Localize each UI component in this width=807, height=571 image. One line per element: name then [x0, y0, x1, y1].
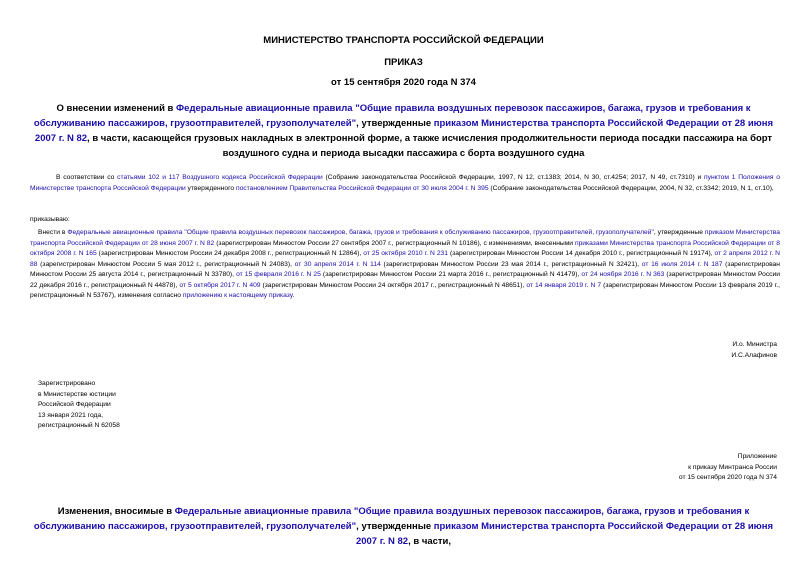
- changes-text: , в части,: [408, 536, 452, 547]
- body-text: (зарегистрирован Минюстом России 25 августа 2014 г., регистрационный N 33780),: [30, 260, 780, 278]
- body-paragraph: [30, 228, 780, 302]
- signer-position: И.о. Министра: [732, 341, 777, 348]
- body-text: Внести в: [38, 229, 68, 236]
- link-order-25[interactable]: от 15 февраля 2016 г. N 25: [236, 271, 321, 278]
- registration-line: в Министерстве юстиции: [38, 390, 116, 398]
- link-aviation-rules[interactable]: Федеральные авиационные правила "Общие правила воздушных перевозок пассажиров, багажа, грузов и требования к обслуживанию пассажиров, грузоотправителей, грузополучателей": [33, 103, 751, 129]
- subject-text-3: , в части, касающейся грузовых накладных в электронной форме, а также исчисления продолжительности периода посадки пассажира на борт воздушного судна и периода высадки пассажира с борта воздушного судна: [87, 133, 773, 159]
- body-text: (зарегистрирован Минюстом России 14 декабря 2010 г., регистрационный N 19174),: [447, 250, 715, 257]
- changes-heading: [30, 504, 777, 549]
- link-order-114[interactable]: от 30 апреля 2014 г. N 114: [294, 260, 381, 268]
- link-order-82-body[interactable]: приказом Министерства транспорта Российской Федерации от 28 июня 2007 г. N 82: [30, 229, 780, 247]
- link-ministry-regulation[interactable]: пунктом 1 Положения о Министерстве транспорта Российской Федерации: [30, 174, 780, 192]
- body-text: (зарегистрирован Минюстом России 13 февраля 2019 г., регистрационный N 53767), изменения согласно: [30, 281, 780, 299]
- link-order-165[interactable]: приказами Министерства транспорта Российской Федерации от 8 октября 2008 г. N 165: [30, 239, 780, 257]
- body-text: .: [292, 292, 295, 299]
- link-order-363[interactable]: от 24 ноября 2016 г. N 363: [581, 271, 665, 278]
- link-aviation-rules-body[interactable]: Федеральные авиационные правила "Общие правила воздушных перевозок пассажиров, багажа, грузов и требования к обслуживанию пассажиров, грузоотправителей, грузополучателей": [67, 229, 654, 236]
- body-text: (зарегистрирован Минюстом России 22 декабря 2016 г., регистрационный N 44878),: [30, 271, 780, 289]
- appendix-block: [557, 452, 777, 484]
- changes-text: Изменения, вносимые в: [57, 506, 175, 517]
- body-text: (зарегистрирован Минюстом России 21 марта 2016 г., регистрационный N 41479),: [320, 271, 582, 278]
- link-order-409[interactable]: от 5 октября 2017 г. N 409: [179, 281, 261, 289]
- subject-text-1: О внесении изменений в: [56, 103, 177, 114]
- registration-line: регистрационный N 62058: [38, 422, 120, 429]
- signature-block: [577, 340, 777, 361]
- body-text: (зарегистрирован Минюстом России 24 декабря 2008 г., регистрационный N 12864),: [96, 250, 364, 257]
- link-aviation-rules-changes[interactable]: Федеральные авиационные правила "Общие правила воздушных перевозок пассажиров, багажа, грузов и требования к обслуживанию пассажиров, грузоотправителей, грузополучателей": [33, 506, 750, 532]
- registration-line: 13 января 2021 года,: [38, 411, 104, 419]
- link-order-7[interactable]: от 14 января 2019 г. N 7: [526, 281, 602, 289]
- body-text: , утвержденные: [653, 229, 705, 236]
- changes-text: , утвержденные: [356, 521, 434, 532]
- preamble-text: (Собрание законодательства Российской Федерации, 2004, N 32, ст.3342; 2019, N 1, ст.10),: [488, 184, 774, 192]
- link-order-187[interactable]: от 16 июля 2014 г. N 187: [641, 260, 723, 268]
- registration-block: [38, 379, 238, 432]
- link-air-code-articles[interactable]: статьями 102 и 117 Воздушного кодекса Российской Федерации: [117, 174, 323, 181]
- doc-date-number: от 15 сентября 2020 года N 374: [331, 77, 476, 88]
- body-text: (зарегистрирован Минюстом России 24 октября 2017 г., регистрационный N 48651),: [260, 281, 527, 289]
- body-text: (зарегистрирован Минюстом России 23 мая 2014 г., регистрационный N 32421),: [380, 260, 642, 268]
- doc-type: ПРИКАЗ: [384, 57, 423, 68]
- signer-name: И.С.Алафинов: [731, 351, 777, 359]
- ministry-title: МИНИСТЕРСТВО ТРАНСПОРТА РОССИЙСКОЙ ФЕДЕРАЦИИ: [263, 35, 544, 46]
- link-appendix[interactable]: приложению к настоящему приказу: [182, 292, 293, 299]
- preamble-paragraph: [30, 173, 780, 194]
- appendix-line: от 15 сентября 2020 года N 374: [678, 474, 777, 481]
- registration-line: Российской Федерации: [38, 401, 111, 408]
- link-government-decree-395[interactable]: постановлением Правительства Российской Федерации от 30 июля 2004 г. N 395: [235, 184, 489, 192]
- preamble-text: В соответствии со: [56, 174, 118, 181]
- subject-text-2: , утвержденные: [356, 118, 434, 129]
- preamble-text: утвержденного: [185, 184, 236, 192]
- link-order-82-changes[interactable]: приказом Министерства транспорта Российской Федерации от 28 июня 2007 г. N 82: [355, 521, 774, 547]
- document-subject: [30, 101, 777, 161]
- appendix-line: к приказу Минтранса России: [688, 463, 777, 471]
- body-text: (зарегистрирован Минюстом России 27 сентября 2007 г., регистрационный N 10186), с изменениями, внесенными: [214, 239, 575, 247]
- link-order-88[interactable]: от 2 апреля 2012 г. N 88: [30, 250, 780, 268]
- link-order-82[interactable]: приказом Министерства транспорта Российской Федерации от 28 июня 2007 г. N 82: [34, 118, 774, 144]
- preamble-text: (Собрание законодательства Российской Федерации, 1997, N 12, ст.1383; 2014, N 30, ст.4254; 2017, N 49, ст.7310) и: [322, 174, 704, 181]
- registration-line: Зарегистрировано: [38, 380, 96, 387]
- link-order-231[interactable]: от 25 октября 2010 г. N 231: [363, 250, 448, 257]
- order-word: приказываю:: [30, 216, 70, 223]
- appendix-line: Приложение: [737, 453, 777, 460]
- body-text: (зарегистрирован Минюстом России 5 мая 2012 г., регистрационный N 24083),: [37, 260, 295, 268]
